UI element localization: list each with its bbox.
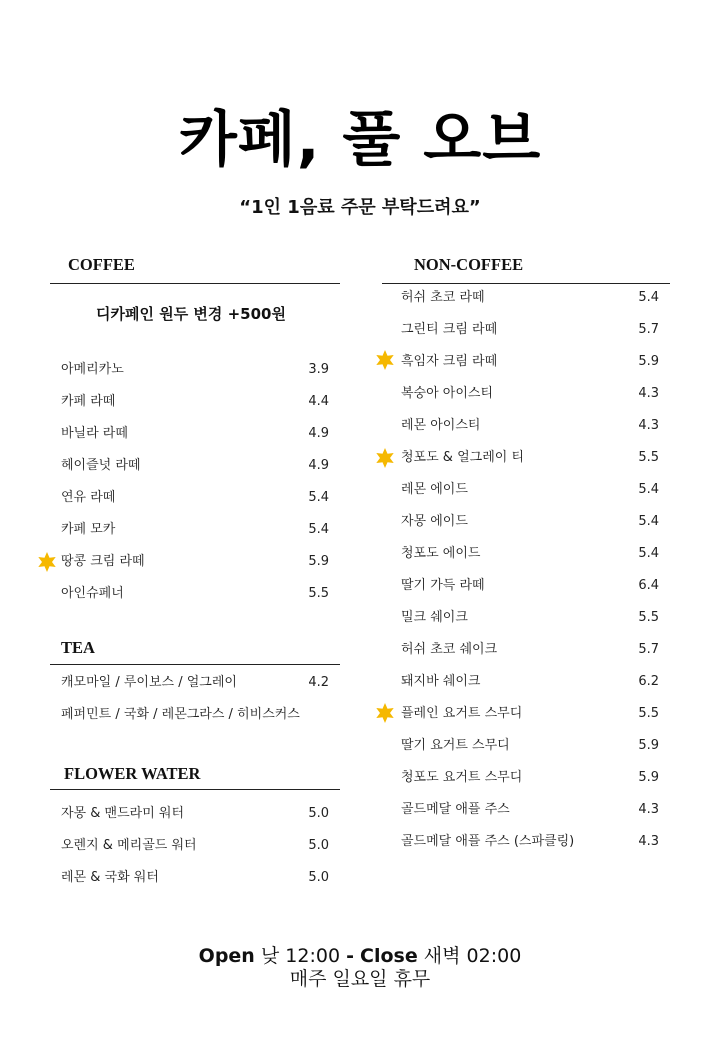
item-price: 5.5 xyxy=(638,450,659,465)
item-name: 아메리카노 xyxy=(61,362,124,377)
item-name: 레몬 에이드 xyxy=(401,482,468,497)
item-name: 허쉬 초코 라떼 xyxy=(401,290,485,305)
non-coffee-divider xyxy=(382,283,670,284)
menu-item xyxy=(401,288,659,308)
menu-item xyxy=(61,456,329,476)
menu-item xyxy=(61,552,329,572)
item-name: 연유 라떼 xyxy=(61,490,116,505)
menu-item xyxy=(61,584,329,604)
item-name: 청포도 에이드 xyxy=(401,546,481,561)
menu-item xyxy=(401,608,659,628)
item-price: 4.2 xyxy=(308,675,329,690)
tea-heading: TEA xyxy=(61,638,95,657)
item-name: 바닐라 라떼 xyxy=(61,426,128,441)
item-name: 헤이즐넛 라떼 xyxy=(61,458,141,473)
item-price: 5.7 xyxy=(638,322,659,337)
flower-water-divider xyxy=(50,789,340,790)
cafe-title: 카페, 풀 오브 xyxy=(178,105,542,175)
star-icon xyxy=(375,350,395,370)
menu-item xyxy=(401,480,659,500)
menu-item xyxy=(401,704,659,724)
item-price: 4.9 xyxy=(308,426,329,441)
item-name: 아인슈페너 xyxy=(61,586,124,601)
item-price: 5.4 xyxy=(308,490,329,505)
open-time: 낮 12:00 xyxy=(260,945,341,967)
menu-item xyxy=(401,576,659,596)
item-name: 땅콩 크림 라떼 xyxy=(61,554,145,569)
item-price: 4.9 xyxy=(308,458,329,473)
item-name: 흑임자 크림 라떼 xyxy=(401,354,498,369)
item-price: 5.0 xyxy=(308,806,329,821)
item-price: 5.9 xyxy=(638,770,659,785)
item-price: 5.0 xyxy=(308,838,329,853)
item-name: 카페 라떼 xyxy=(61,394,116,409)
non-coffee-heading: NON-COFFEE xyxy=(414,255,524,274)
close-label: Close xyxy=(360,945,418,967)
menu-item xyxy=(61,424,329,444)
item-price: 4.3 xyxy=(638,386,659,401)
item-price: 5.5 xyxy=(638,706,659,721)
menu-item xyxy=(61,705,329,725)
item-name: 돼지바 쉐이크 xyxy=(401,674,481,689)
item-name: 허쉬 초코 쉐이크 xyxy=(401,642,498,657)
closed-day: 매주 일요일 휴무 xyxy=(289,968,431,990)
coffee-heading: COFFEE xyxy=(68,255,135,274)
item-price: 6.4 xyxy=(638,578,659,593)
menu-item xyxy=(401,352,659,372)
item-name: 카페 모카 xyxy=(61,522,116,537)
item-price: 4.3 xyxy=(638,418,659,433)
menu-item xyxy=(61,868,329,888)
menu-item xyxy=(61,488,329,508)
item-name: 레몬 & 국화 워터 xyxy=(61,870,159,885)
item-name: 플레인 요거트 스무디 xyxy=(401,706,523,721)
menu-item xyxy=(401,544,659,564)
menu-item xyxy=(401,832,659,852)
decaf-note: 디카페인 원두 변경 +500원 xyxy=(96,305,286,323)
menu-item xyxy=(401,512,659,532)
menu-item xyxy=(401,416,659,436)
menu-item xyxy=(61,520,329,540)
item-price: 5.4 xyxy=(638,546,659,561)
flower-water-heading: FLOWER WATER xyxy=(64,764,201,783)
menu-item xyxy=(401,736,659,756)
tea-divider xyxy=(50,664,340,665)
menu-item xyxy=(61,804,329,824)
menu-item xyxy=(61,836,329,856)
menu-item xyxy=(401,640,659,660)
item-name: 청포도 요거트 스무디 xyxy=(401,770,523,785)
item-name: 그린티 크림 라떼 xyxy=(401,322,498,337)
item-price: 4.3 xyxy=(638,834,659,849)
item-price: 5.7 xyxy=(638,642,659,657)
open-label: Open xyxy=(198,945,255,967)
item-price: 5.5 xyxy=(638,610,659,625)
order-notice: “1인 1음료 주문 부탁드려요” xyxy=(239,197,481,218)
item-price: 5.4 xyxy=(638,514,659,529)
star-icon xyxy=(375,703,395,723)
menu-item xyxy=(401,800,659,820)
item-price: 5.4 xyxy=(638,482,659,497)
item-name: 딸기 요거트 스무디 xyxy=(401,738,510,753)
hours-separator: - xyxy=(346,945,354,967)
close-time: 새벽 02:00 xyxy=(423,945,522,967)
item-name: 밀크 쉐이크 xyxy=(401,610,468,625)
item-price: 5.0 xyxy=(308,870,329,885)
item-price: 5.4 xyxy=(638,290,659,305)
menu-item xyxy=(401,768,659,788)
coffee-divider xyxy=(50,283,340,284)
item-name: 딸기 가득 라떼 xyxy=(401,578,485,593)
menu-item xyxy=(61,673,329,693)
item-price: 4.3 xyxy=(638,802,659,817)
item-name: 골드메달 애플 주스 xyxy=(401,802,510,817)
item-price: 6.2 xyxy=(638,674,659,689)
menu-item xyxy=(401,320,659,340)
menu-item xyxy=(61,392,329,412)
item-price: 5.9 xyxy=(638,738,659,753)
item-price: 5.9 xyxy=(308,554,329,569)
item-name: 오렌지 & 메리골드 워터 xyxy=(61,838,197,853)
item-name: 레몬 아이스티 xyxy=(401,418,481,433)
item-name: 자몽 에이드 xyxy=(401,514,468,529)
item-price: 5.5 xyxy=(308,586,329,601)
item-price: 5.4 xyxy=(308,522,329,537)
menu-item xyxy=(401,448,659,468)
item-name: 페퍼민트 / 국화 / 레몬그라스 / 히비스커스 xyxy=(61,707,300,722)
menu-item xyxy=(401,672,659,692)
star-icon xyxy=(375,448,395,468)
item-price: 4.4 xyxy=(308,394,329,409)
item-name: 캐모마일 / 루이보스 / 얼그레이 xyxy=(61,675,237,690)
menu-item xyxy=(61,360,329,380)
item-name: 청포도 & 얼그레이 티 xyxy=(401,450,524,465)
item-name: 골드메달 애플 주스 (스파클링) xyxy=(401,834,575,849)
menu-item xyxy=(401,384,659,404)
star-icon xyxy=(37,552,57,572)
item-name: 자몽 & 맨드라미 워터 xyxy=(61,806,184,821)
item-price: 5.9 xyxy=(638,354,659,369)
item-name: 복숭아 아이스티 xyxy=(401,386,494,401)
item-price: 3.9 xyxy=(308,362,329,377)
